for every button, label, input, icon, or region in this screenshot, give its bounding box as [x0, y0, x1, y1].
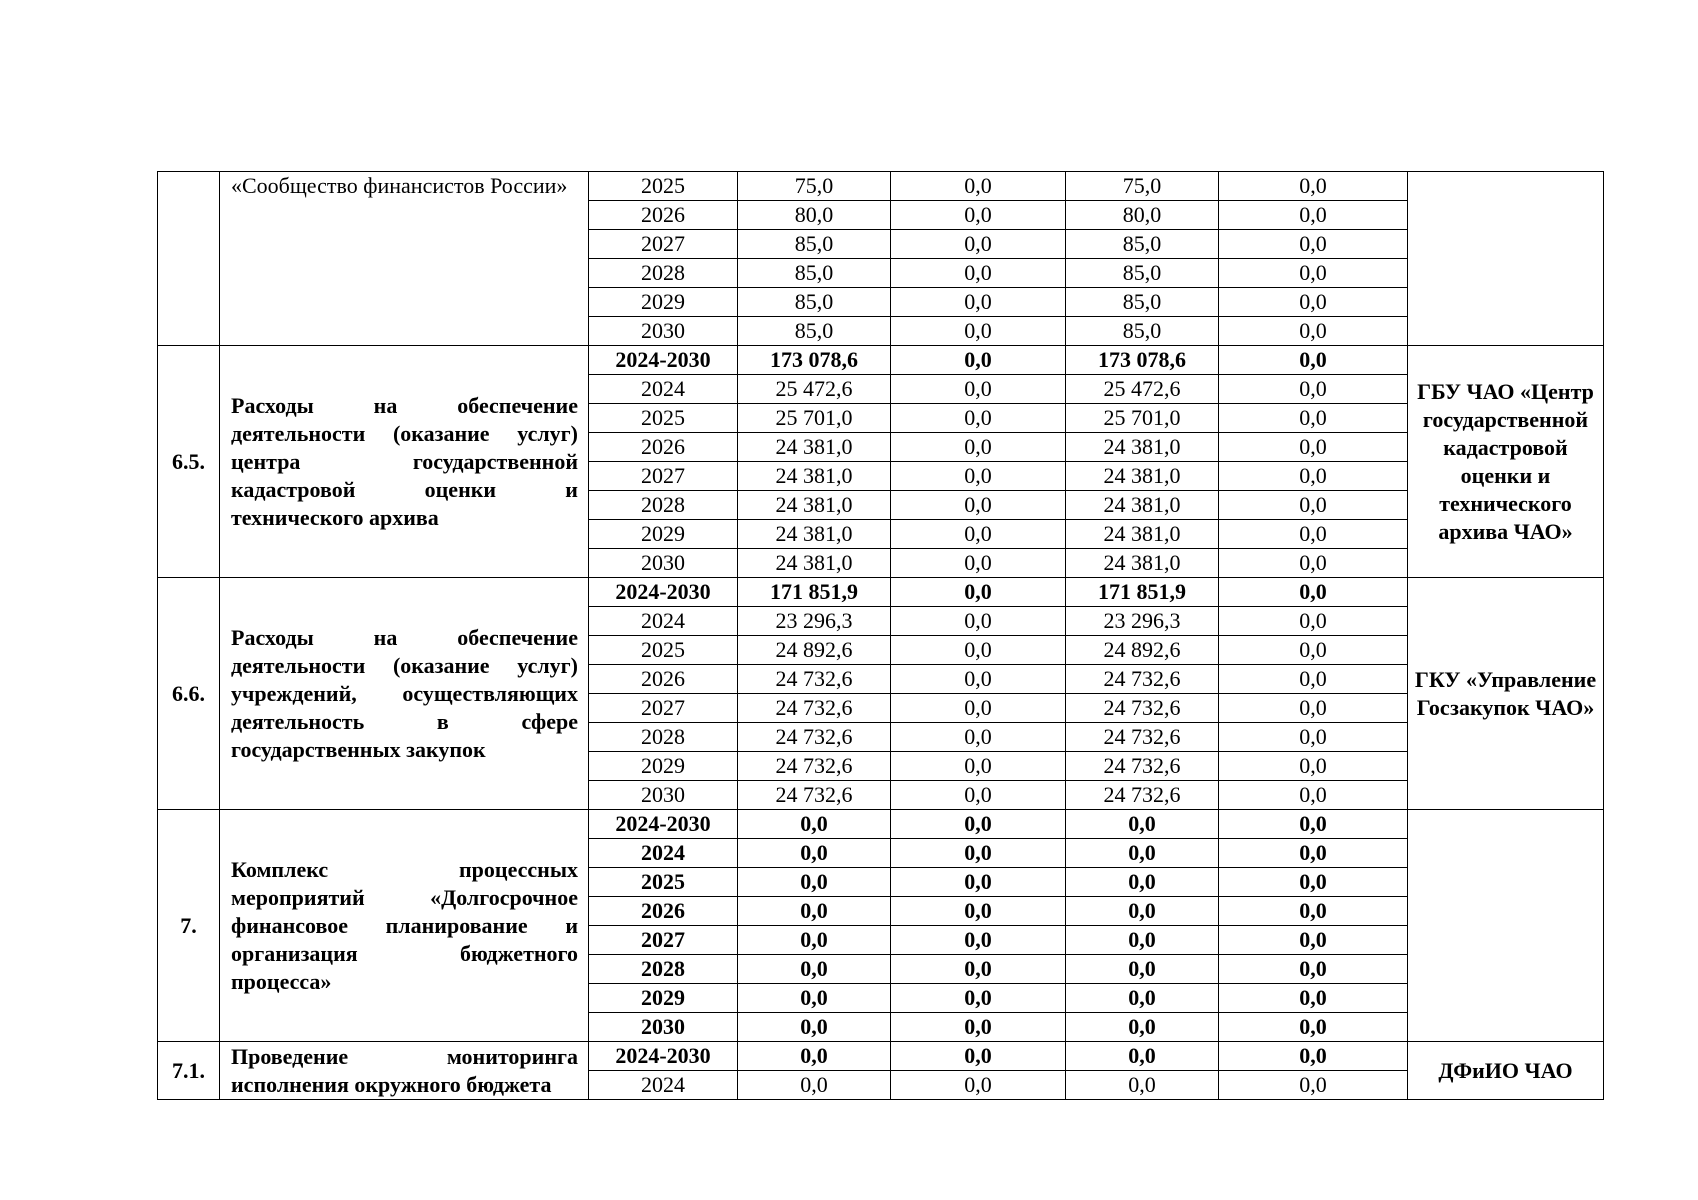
- section-name: Проведение мониторинга исполнения окружного бюджета: [220, 1042, 589, 1100]
- responsible-executor: ДФиИО ЧАО: [1408, 1042, 1604, 1100]
- amount-cell: 0,0: [891, 636, 1066, 665]
- section-number: 7.: [158, 810, 220, 1042]
- period-cell: 2030: [589, 549, 738, 578]
- amount-cell: 0,0: [891, 607, 1066, 636]
- amount-cell: 0,0: [891, 1042, 1066, 1071]
- amount-cell: 0,0: [1219, 1071, 1408, 1100]
- period-cell: 2030: [589, 317, 738, 346]
- amount-cell: 0,0: [1066, 897, 1219, 926]
- amount-cell: 0,0: [891, 868, 1066, 897]
- amount-cell: 0,0: [1219, 781, 1408, 810]
- amount-cell: 25 701,0: [738, 404, 891, 433]
- amount-cell: 0,0: [1066, 839, 1219, 868]
- amount-cell: 173 078,6: [1066, 346, 1219, 375]
- amount-cell: 0,0: [1219, 897, 1408, 926]
- period-cell: 2026: [589, 201, 738, 230]
- amount-cell: 24 381,0: [738, 462, 891, 491]
- amount-cell: 0,0: [1219, 491, 1408, 520]
- amount-cell: 0,0: [891, 259, 1066, 288]
- amount-cell: 85,0: [738, 259, 891, 288]
- responsible-executor: ГБУ ЧАО «Центр государственной кадастровой оценки и технического архива ЧАО»: [1408, 346, 1604, 578]
- period-cell: 2027: [589, 926, 738, 955]
- amount-cell: 25 472,6: [738, 375, 891, 404]
- period-cell: 2028: [589, 491, 738, 520]
- amount-cell: 25 701,0: [1066, 404, 1219, 433]
- period-cell: 2028: [589, 955, 738, 984]
- period-cell: 2029: [589, 288, 738, 317]
- amount-cell: 85,0: [1066, 288, 1219, 317]
- amount-cell: 24 732,6: [1066, 694, 1219, 723]
- amount-cell: 0,0: [891, 578, 1066, 607]
- amount-cell: 85,0: [1066, 317, 1219, 346]
- amount-cell: 24 381,0: [738, 433, 891, 462]
- responsible-executor: [1408, 810, 1604, 1042]
- amount-cell: 0,0: [738, 868, 891, 897]
- amount-cell: 0,0: [891, 781, 1066, 810]
- amount-cell: 23 296,3: [738, 607, 891, 636]
- table-row: [158, 578, 1604, 607]
- amount-cell: 24 381,0: [1066, 462, 1219, 491]
- period-cell: 2030: [589, 781, 738, 810]
- amount-cell: 24 381,0: [1066, 549, 1219, 578]
- amount-cell: 0,0: [891, 462, 1066, 491]
- amount-cell: 85,0: [1066, 230, 1219, 259]
- period-cell: 2024: [589, 607, 738, 636]
- responsible-executor: ГКУ «Управление Госзакупок ЧАО»: [1408, 578, 1604, 810]
- amount-cell: 24 381,0: [738, 549, 891, 578]
- amount-cell: 0,0: [1066, 810, 1219, 839]
- period-cell: 2028: [589, 259, 738, 288]
- period-cell: 2025: [589, 404, 738, 433]
- amount-cell: 0,0: [891, 433, 1066, 462]
- responsible-executor: [1408, 172, 1604, 346]
- amount-cell: 0,0: [1219, 317, 1408, 346]
- amount-cell: 0,0: [1219, 201, 1408, 230]
- section-number: 6.6.: [158, 578, 220, 810]
- period-cell: 2026: [589, 897, 738, 926]
- amount-cell: 0,0: [891, 694, 1066, 723]
- amount-cell: 0,0: [738, 1013, 891, 1042]
- amount-cell: 24 732,6: [738, 665, 891, 694]
- amount-cell: 0,0: [738, 810, 891, 839]
- table-row: [158, 810, 1604, 839]
- amount-cell: 85,0: [738, 317, 891, 346]
- period-cell: 2024-2030: [589, 810, 738, 839]
- period-cell: 2028: [589, 723, 738, 752]
- period-cell: 2025: [589, 636, 738, 665]
- amount-cell: 0,0: [891, 346, 1066, 375]
- amount-cell: 24 732,6: [1066, 781, 1219, 810]
- amount-cell: 0,0: [738, 955, 891, 984]
- budget-table-body: [158, 172, 1604, 1100]
- period-cell: 2026: [589, 665, 738, 694]
- amount-cell: 0,0: [1219, 1013, 1408, 1042]
- period-cell: 2026: [589, 433, 738, 462]
- amount-cell: 0,0: [1219, 723, 1408, 752]
- amount-cell: 0,0: [738, 926, 891, 955]
- period-cell: 2024: [589, 839, 738, 868]
- amount-cell: 24 892,6: [1066, 636, 1219, 665]
- amount-cell: 0,0: [891, 404, 1066, 433]
- amount-cell: 0,0: [1219, 926, 1408, 955]
- amount-cell: 0,0: [891, 752, 1066, 781]
- amount-cell: 0,0: [1066, 868, 1219, 897]
- amount-cell: 0,0: [891, 230, 1066, 259]
- amount-cell: 0,0: [891, 810, 1066, 839]
- period-cell: 2027: [589, 694, 738, 723]
- amount-cell: 24 381,0: [738, 491, 891, 520]
- section-name: Расходы на обеспечение деятельности (оказание услуг) учреждений, осуществляющих деятельность в сфере государственных закупок: [220, 578, 589, 810]
- amount-cell: 0,0: [1219, 810, 1408, 839]
- period-cell: 2025: [589, 868, 738, 897]
- amount-cell: 0,0: [1066, 1013, 1219, 1042]
- amount-cell: 0,0: [1219, 172, 1408, 201]
- amount-cell: 0,0: [891, 317, 1066, 346]
- amount-cell: 0,0: [891, 491, 1066, 520]
- amount-cell: 0,0: [1066, 926, 1219, 955]
- amount-cell: 0,0: [891, 955, 1066, 984]
- amount-cell: 75,0: [1066, 172, 1219, 201]
- amount-cell: 24 732,6: [738, 781, 891, 810]
- amount-cell: 173 078,6: [738, 346, 891, 375]
- amount-cell: 171 851,9: [738, 578, 891, 607]
- section-number: [158, 172, 220, 346]
- amount-cell: 0,0: [891, 288, 1066, 317]
- amount-cell: 0,0: [1219, 578, 1408, 607]
- amount-cell: 85,0: [738, 288, 891, 317]
- amount-cell: 0,0: [891, 549, 1066, 578]
- period-cell: 2025: [589, 172, 738, 201]
- section-name: Расходы на обеспечение деятельности (оказание услуг) центра государственной кадастровой оценки и технического архива: [220, 346, 589, 578]
- budget-table: [157, 171, 1604, 1100]
- amount-cell: 0,0: [891, 172, 1066, 201]
- table-row: [158, 172, 1604, 201]
- period-cell: 2027: [589, 230, 738, 259]
- period-cell: 2029: [589, 752, 738, 781]
- period-cell: 2024-2030: [589, 346, 738, 375]
- amount-cell: 25 472,6: [1066, 375, 1219, 404]
- amount-cell: 0,0: [738, 839, 891, 868]
- amount-cell: 0,0: [1066, 1071, 1219, 1100]
- period-cell: 2024-2030: [589, 1042, 738, 1071]
- amount-cell: 0,0: [1066, 984, 1219, 1013]
- amount-cell: 24 381,0: [1066, 520, 1219, 549]
- period-cell: 2029: [589, 520, 738, 549]
- amount-cell: 0,0: [1219, 259, 1408, 288]
- amount-cell: 0,0: [1219, 549, 1408, 578]
- amount-cell: 0,0: [1219, 839, 1408, 868]
- amount-cell: 0,0: [1066, 1042, 1219, 1071]
- amount-cell: 23 296,3: [1066, 607, 1219, 636]
- period-cell: 2024-2030: [589, 578, 738, 607]
- amount-cell: 0,0: [1219, 1042, 1408, 1071]
- amount-cell: 24 732,6: [1066, 752, 1219, 781]
- amount-cell: 85,0: [1066, 259, 1219, 288]
- amount-cell: 24 892,6: [738, 636, 891, 665]
- amount-cell: 0,0: [738, 984, 891, 1013]
- amount-cell: 0,0: [891, 926, 1066, 955]
- amount-cell: 0,0: [738, 1071, 891, 1100]
- amount-cell: 0,0: [891, 723, 1066, 752]
- amount-cell: 24 381,0: [1066, 433, 1219, 462]
- amount-cell: 0,0: [1066, 955, 1219, 984]
- amount-cell: 0,0: [1219, 433, 1408, 462]
- section-name: «Сообщество финансистов России»: [220, 172, 589, 346]
- amount-cell: 0,0: [1219, 984, 1408, 1013]
- amount-cell: 0,0: [891, 201, 1066, 230]
- amount-cell: 0,0: [1219, 404, 1408, 433]
- amount-cell: 0,0: [891, 375, 1066, 404]
- amount-cell: 24 732,6: [1066, 665, 1219, 694]
- amount-cell: 75,0: [738, 172, 891, 201]
- amount-cell: 0,0: [1219, 230, 1408, 259]
- amount-cell: 0,0: [1219, 694, 1408, 723]
- period-cell: 2030: [589, 1013, 738, 1042]
- section-number: 6.5.: [158, 346, 220, 578]
- amount-cell: 24 381,0: [1066, 491, 1219, 520]
- period-cell: 2027: [589, 462, 738, 491]
- amount-cell: 0,0: [891, 1013, 1066, 1042]
- amount-cell: 24 381,0: [738, 520, 891, 549]
- amount-cell: 171 851,9: [1066, 578, 1219, 607]
- amount-cell: 24 732,6: [738, 752, 891, 781]
- amount-cell: 0,0: [891, 665, 1066, 694]
- amount-cell: 0,0: [1219, 607, 1408, 636]
- amount-cell: 0,0: [1219, 346, 1408, 375]
- amount-cell: 0,0: [1219, 868, 1408, 897]
- amount-cell: 0,0: [1219, 288, 1408, 317]
- amount-cell: 24 732,6: [1066, 723, 1219, 752]
- amount-cell: 0,0: [1219, 636, 1408, 665]
- amount-cell: 0,0: [891, 520, 1066, 549]
- amount-cell: 0,0: [891, 839, 1066, 868]
- section-name: Комплекс процессных мероприятий «Долгосрочное финансовое планирование и организация бюджетного процесса»: [220, 810, 589, 1042]
- amount-cell: 0,0: [891, 897, 1066, 926]
- amount-cell: 24 732,6: [738, 694, 891, 723]
- period-cell: 2024: [589, 375, 738, 404]
- amount-cell: 0,0: [1219, 665, 1408, 694]
- amount-cell: 0,0: [1219, 752, 1408, 781]
- amount-cell: 0,0: [738, 1042, 891, 1071]
- amount-cell: 80,0: [738, 201, 891, 230]
- period-cell: 2029: [589, 984, 738, 1013]
- amount-cell: 0,0: [891, 1071, 1066, 1100]
- amount-cell: 80,0: [1066, 201, 1219, 230]
- amount-cell: 24 732,6: [738, 723, 891, 752]
- table-row: [158, 1042, 1604, 1071]
- amount-cell: 0,0: [891, 984, 1066, 1013]
- amount-cell: 0,0: [1219, 375, 1408, 404]
- amount-cell: 0,0: [1219, 955, 1408, 984]
- amount-cell: 0,0: [738, 897, 891, 926]
- period-cell: 2024: [589, 1071, 738, 1100]
- table-row: [158, 346, 1604, 375]
- section-number: 7.1.: [158, 1042, 220, 1100]
- amount-cell: 0,0: [1219, 520, 1408, 549]
- amount-cell: 0,0: [1219, 462, 1408, 491]
- amount-cell: 85,0: [738, 230, 891, 259]
